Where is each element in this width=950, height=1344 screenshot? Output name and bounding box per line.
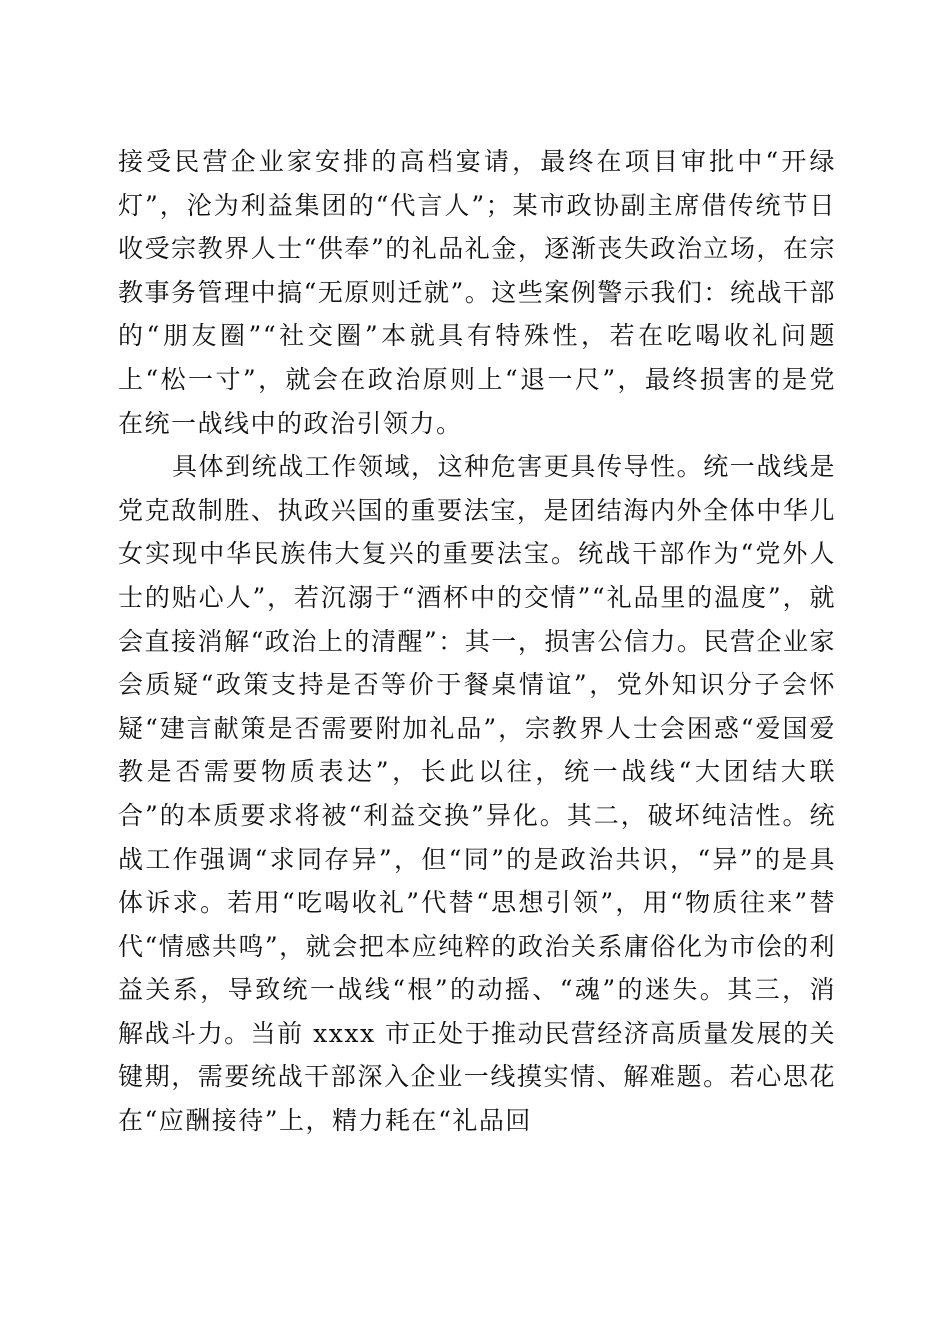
paragraph-1: 接受民营企业家安排的高档宴请，最终在项目审批中“开绿灯”，沦为利益集团的“代言人”；某市政协副主席借传统节日收受宗教界人士“供奉”的礼品礼金，逐渐丧失政治立场，在宗教事务管理中搞“无原则迁就”。这些案例警示我们：统战干部的“朋友圈”“社交圈”本就具有特殊性，若在吃喝收礼问题上“松一寸”，就会在政治原则上“退一尺”，最终损害的是党在统一战线中的政治引领力。	[118, 147, 836, 438]
document-body	[118, 140, 836, 1143]
paragraph-2: 具体到统战工作领域，这种危害更具传导性。统一战线是党克敌制胜、执政兴国的重要法宝，是团结海内外全体中华儿女实现中华民族伟大复兴的重要法宝。统战干部作为“党外人士的贴心人”，若沉溺于“酒杯中的交情”“礼品里的温度”，就会直接消解“政治上的清醒”：其一，损害公信力。民营企业家会质疑“政策支持是否等价于餐桌情谊”，党外知识分子会怀疑“建言献策是否需要附加礼品”，宗教界人士会困惑“爱国爱教是否需要物质表达”，长此以往，统一战线“大团结大联合”的本质要求将被“利益交换”异化。其二，破坏纯洁性。统战工作强调“求同存异”，但“同”的是政治共识，“异”的是具体诉求。若用“吃喝收礼”代替“思想引领”，用“物质往来”替代“情感共鸣”，就会把本应纯粹的政治关系庸俗化为市侩的利益关系，导致统一战线“根”的动摇、“魂”的迷失。其三，消解战斗力。当前 xxxx 市正处于推动民营经济高质量发展的关键期，需要统战干部深入企业一线摸实情、解难题。若心思花在“应酬接待”上，精力耗在“礼品回	[118, 452, 836, 1136]
